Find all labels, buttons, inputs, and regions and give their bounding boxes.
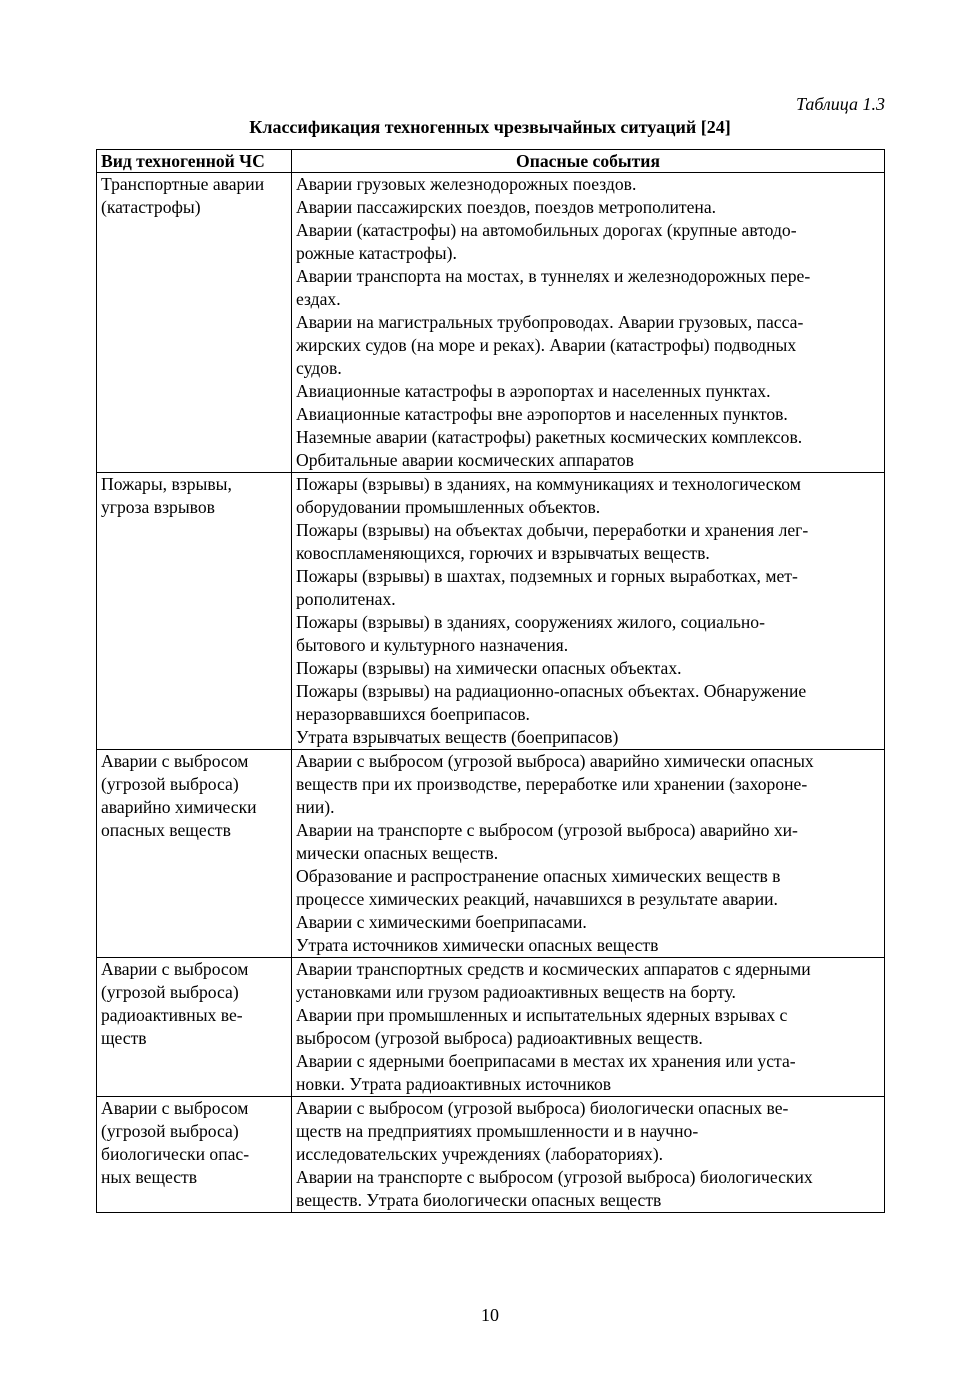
event-line: Пожары (взрывы) в зданиях, сооружениях жилого, социально- bbox=[296, 612, 765, 632]
event-line: Аварии с ядерными боеприпасами в местах их хранения или уста- bbox=[296, 1051, 796, 1071]
event-line: Авиационные катастрофы вне аэропортов и населенных пунктов. bbox=[296, 404, 788, 424]
table-row bbox=[97, 1097, 885, 1213]
cell-emergency-type bbox=[97, 473, 292, 750]
cell-emergency-type bbox=[97, 958, 292, 1097]
cell-hazard-events bbox=[292, 473, 885, 750]
event-line: Пожары (взрывы) на радиационно-опасных объектах. Обнаружение bbox=[296, 681, 807, 701]
type-line: Пожары, взрывы, bbox=[101, 474, 232, 494]
event-line: рополитенах. bbox=[296, 589, 396, 609]
event-line: веществ при их производстве, переработке или хранении (захороне- bbox=[296, 774, 808, 794]
table-row bbox=[97, 473, 885, 750]
event-line: Пожары (взрывы) в зданиях, на коммуникациях и технологическом bbox=[296, 474, 801, 494]
event-line: веществ. Утрата биологически опасных веществ bbox=[296, 1190, 662, 1210]
event-line: Аварии транспортных средств и космических аппаратов с ядерными bbox=[296, 959, 811, 979]
table-body bbox=[97, 173, 885, 1213]
event-line: Пожары (взрывы) в шахтах, подземных и горных выработках, мет- bbox=[296, 566, 798, 586]
page-number: 10 bbox=[481, 1305, 499, 1325]
cell-emergency-type bbox=[97, 750, 292, 958]
event-line: Утрата источников химически опасных веществ bbox=[296, 935, 659, 955]
event-line: ездах. bbox=[296, 289, 341, 309]
cell-hazard-events bbox=[292, 750, 885, 958]
type-line: угроза взрывов bbox=[101, 497, 215, 517]
event-line: бытового и культурного назначения. bbox=[296, 635, 569, 655]
type-line: (угрозой выброса) bbox=[101, 1121, 239, 1141]
header-events: Опасные события bbox=[292, 150, 885, 173]
table-title: Классификация техногенных чрезвычайных ситуаций [24] bbox=[249, 117, 731, 137]
event-line: судов. bbox=[296, 358, 342, 378]
cell-hazard-events bbox=[292, 173, 885, 473]
table-row bbox=[97, 958, 885, 1097]
event-line: рожные катастрофы). bbox=[296, 243, 457, 263]
type-line: ществ bbox=[101, 1028, 147, 1048]
event-line: Аварии при промышленных и испытательных ядерных взрывах с bbox=[296, 1005, 788, 1025]
type-line: аварийно химически bbox=[101, 797, 257, 817]
event-line: Аварии с химическими боеприпасами. bbox=[296, 912, 587, 932]
event-line: неразорвавшихся боеприпасов. bbox=[296, 704, 530, 724]
event-line: установками или грузом радиоактивных веществ на борту. bbox=[296, 982, 736, 1002]
event-line: ковоспламеняющихся, горючих и взрывчатых веществ. bbox=[296, 543, 710, 563]
event-line: новки. Утрата радиоактивных источников bbox=[296, 1074, 612, 1094]
event-line: Аварии на магистральных трубопроводах. Аварии грузовых, пасса- bbox=[296, 312, 804, 332]
type-line: (катастрофы) bbox=[101, 197, 201, 217]
header-type: Вид техногенной ЧС bbox=[97, 150, 292, 173]
type-line: Аварии с выбросом bbox=[101, 751, 249, 771]
event-line: Аварии (катастрофы) на автомобильных дорогах (крупные автодо- bbox=[296, 220, 797, 240]
table-row bbox=[97, 173, 885, 473]
event-line: Утрата взрывчатых веществ (боеприпасов) bbox=[296, 727, 619, 747]
event-line: Орбитальные аварии космических аппаратов bbox=[296, 450, 634, 470]
event-line: Аварии на транспорте с выбросом (угрозой выброса) аварийно хи- bbox=[296, 820, 798, 840]
event-line: выбросом (угрозой выброса) радиоактивных веществ. bbox=[296, 1028, 703, 1048]
event-line: Аварии с выбросом (угрозой выброса) аварийно химически опасных bbox=[296, 751, 814, 771]
event-line: Образование и распространение опасных химических веществ в bbox=[296, 866, 781, 886]
type-line: радиоактивных ве- bbox=[101, 1005, 243, 1025]
event-line: Аварии транспорта на мостах, в туннелях и железнодорожных пере- bbox=[296, 266, 811, 286]
event-line: жирских судов (на море и реках). Аварии (катастрофы) подводных bbox=[296, 335, 797, 355]
type-line: (угрозой выброса) bbox=[101, 982, 239, 1002]
type-line: опасных веществ bbox=[101, 820, 231, 840]
cell-hazard-events bbox=[292, 1097, 885, 1213]
cell-hazard-events bbox=[292, 958, 885, 1097]
cell-emergency-type bbox=[97, 173, 292, 473]
event-line: Пожары (взрывы) на химически опасных объектах. bbox=[296, 658, 682, 678]
cell-emergency-type bbox=[97, 1097, 292, 1213]
table-caption: Таблица 1.3 bbox=[795, 94, 885, 114]
event-line: мически опасных веществ. bbox=[296, 843, 499, 863]
type-line: биологически опас- bbox=[101, 1144, 250, 1164]
event-line: исследовательских учреждениях (лабораториях). bbox=[296, 1144, 664, 1164]
type-line: ных веществ bbox=[101, 1167, 198, 1187]
type-line: Аварии с выбросом bbox=[101, 959, 249, 979]
event-line: Пожары (взрывы) на объектах добычи, переработки и хранения лег- bbox=[296, 520, 809, 540]
type-line: Аварии с выбросом bbox=[101, 1098, 249, 1118]
event-line: Аварии пассажирских поездов, поездов метрополитена. bbox=[296, 197, 717, 217]
table-header-row bbox=[97, 150, 885, 173]
event-line: Аварии грузовых железнодорожных поездов. bbox=[296, 174, 637, 194]
type-line: (угрозой выброса) bbox=[101, 774, 239, 794]
event-line: Наземные аварии (катастрофы) ракетных космических комплексов. bbox=[296, 427, 803, 447]
event-line: Аварии на транспорте с выбросом (угрозой выброса) биологических bbox=[296, 1167, 813, 1187]
table-row bbox=[97, 750, 885, 958]
event-line: процессе химических реакций, начавшихся в результате аварии. bbox=[296, 889, 778, 909]
classification-table bbox=[96, 149, 885, 1213]
event-line: оборудовании промышленных объектов. bbox=[296, 497, 601, 517]
event-line: Авиационные катастрофы в аэропортах и населенных пунктах. bbox=[296, 381, 771, 401]
event-line: нии). bbox=[296, 797, 335, 817]
event-line: Аварии с выбросом (угрозой выброса) биологически опасных ве- bbox=[296, 1098, 789, 1118]
type-line: Транспортные аварии bbox=[101, 174, 265, 194]
event-line: ществ на предприятиях промышленности и в научно- bbox=[296, 1121, 699, 1141]
